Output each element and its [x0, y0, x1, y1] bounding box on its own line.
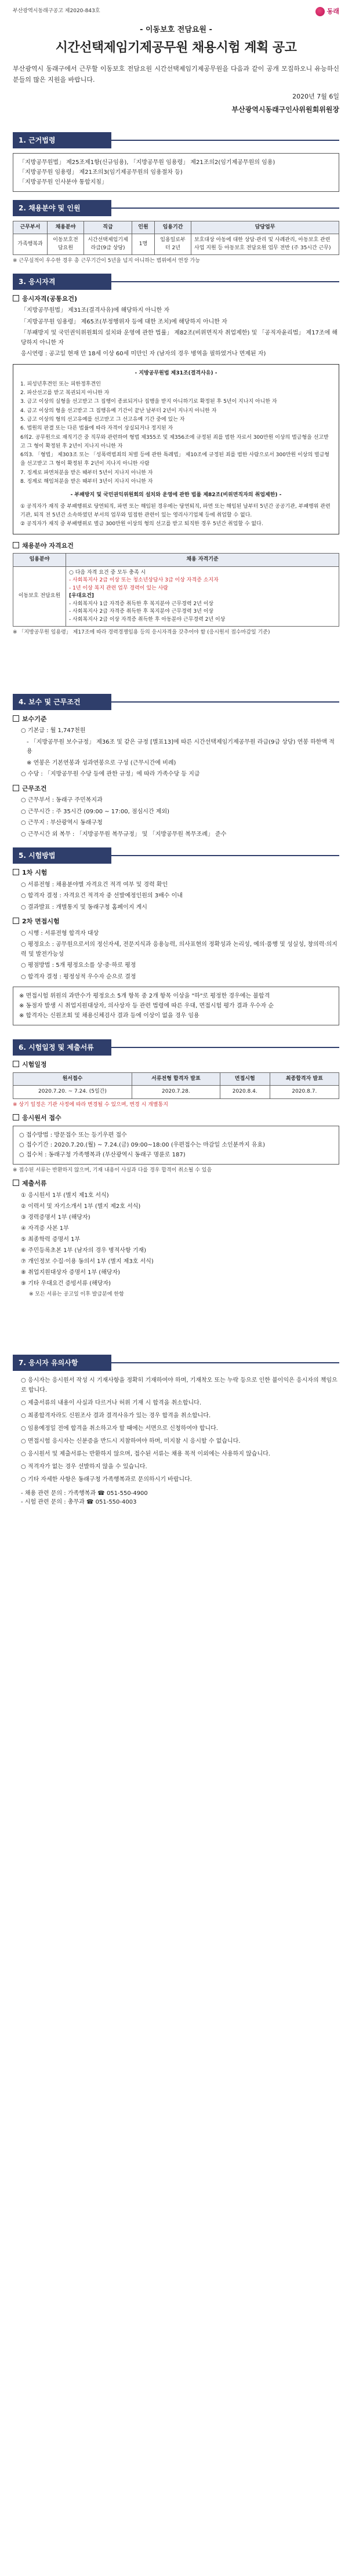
page-title: 시간선택제임기제공무원 채용시험 계획 공고: [55, 40, 297, 55]
exam-line: ○ 평점방법 : 5개 평정요소를 상·중·하로 평정: [21, 962, 136, 969]
subsection-heading: 근무조건: [13, 784, 339, 794]
list-item: ○ 적격자가 없는 경우 선발하지 않을 수 있습니다.: [21, 1463, 147, 1470]
requirement-line: - 사회복지사 2급 이상 자격증 취득한 후 아동분야 근무경력 2년 이상: [69, 616, 226, 623]
square-bullet-icon: [13, 869, 19, 875]
announcement-date: 2020년 7월 6일: [292, 93, 339, 100]
table-header: 원서접수: [13, 1072, 132, 1086]
list-item: ○ 응시원서 및 제출서류는 반환하지 않으며, 접수된 서류는 채용 목적 이외에는 사용하지 않습니다.: [21, 1450, 270, 1457]
exam-note-box: [13, 987, 339, 1025]
table-header: 채용 자격기준: [66, 554, 339, 567]
section-rule: [111, 1362, 339, 1363]
condition-line: ○ 근무부서 : 동래구 주민복지과: [21, 797, 103, 804]
announcement-number: 부산광역시동래구공고 제2020-843호: [13, 8, 100, 14]
table-cell: 가족행복과: [13, 234, 48, 255]
exam-line: ○ 결과발표 : 개별통지 및 동래구청 홈페이지 게시: [21, 904, 147, 911]
table-cell: 보호대상 아동에 대한 상담·관리 및 사례관리, 아동보호 관련 사업 지원 등 아동보호 전담요원 업무 전반 (주 35시간 근무): [191, 234, 339, 255]
notice-line: 6의2. 공무원으로 재직기간 중 직무와 관련하여 형법 제355조 및 제356조에 규정된 죄를 범한 자로서 300만원 이상의 벌금형을 선고받고 그 형이 확정된 후 2년이 지나지 아니한 자: [20, 434, 329, 449]
notice-title: - 지방공무원법 제31조(결격사유) -: [135, 370, 217, 376]
subsection-heading: 보수기준: [13, 715, 339, 725]
exam-note: ※ 합격자는 신원조회 및 채용신체검사 결과 등에 이상이 없을 경우 임용: [19, 1013, 199, 1020]
requirement-note: ※ 「지방공무원 임용령」 제17조에 따라 경력경쟁임용 등의 응시자격을 갖추어야 함 (응시원서 접수마감일 기준): [13, 630, 270, 636]
notice-line: 6. 법원의 판결 또는 다른 법률에 따라 자격이 상실되거나 정지된 자: [20, 425, 173, 432]
table-header: 최종합격자 발표: [270, 1072, 339, 1086]
table-cell: 1명: [132, 234, 155, 255]
notice-line: ② 공직자가 재직 중 부패행위로 벌금 300만원 이상의 형의 선고를 받고 퇴직한 경우 5년간 취업할 수 없다.: [20, 521, 263, 527]
table-header: 인원: [132, 221, 155, 234]
district-logo: [315, 7, 339, 17]
square-bullet-icon: [13, 542, 19, 548]
list-item: ⑤ 최종학력 증명서 1부: [21, 1236, 81, 1243]
notice-title: - 부패방지 및 국민권익위원회의 설치와 운영에 관한 법률 제82조(비위면직자의 취업제한) -: [70, 492, 282, 499]
table-header: 서류전형 합격자 발표: [132, 1072, 220, 1086]
schedule-table: [13, 1072, 339, 1099]
list-item: ⑥ 주민등록초본 1부 (남자의 경우 병적사항 기재): [21, 1247, 147, 1254]
contact-line: - 채용 관련 문의 : 가족행복과 ☎ 051-550-4900: [21, 1490, 148, 1497]
pay-line: ※ 연봉은 기본연봉과 성과연봉으로 구성 (근무시간에 비례): [27, 759, 176, 766]
list-item: ② 이력서 및 자기소개서 1부 (별지 제2호 서식): [21, 1203, 141, 1210]
table-header: 근무부서: [13, 221, 48, 234]
notice-line: 6의3. 「형법」 제303조 또는 「성폭력범죄의 처벌 등에 관한 특례법」 제10조에 규정된 죄를 범한 사람으로서 300만원 이상의 벌금형을 선고받고 그 형이 확정된 후 2년이 지나지 아니한 사람: [20, 452, 330, 467]
disqualification-notice: [13, 364, 339, 534]
requirement-line: ○ 다음 자격 요건 중 모두 충족 시: [69, 569, 146, 576]
pay-line: ○ 수당 : 「지방공무원 수당 등에 관한 규정」에 따라 가족수당 등 지급: [21, 771, 200, 778]
section-title: 7. 응시자 유의사항: [13, 1355, 111, 1371]
list-item: ○ 면접시험 응시자는 신분증을 반드시 지참하여야 하며, 미지참 시 응시할 수 없습니다.: [21, 1438, 241, 1445]
requirement-line: - 사회복지사 1급 자격증 취득한 후 복지분야 근무경력 2년 이상: [69, 601, 214, 607]
list-item: ○ 응시자는 응시원서 작성 시 기재사항을 정확히 기재하여야 하며, 기재착오 또는 누락 등으로 인한 불이익은 응시자의 책임으로 합니다.: [21, 1377, 338, 1393]
table-cell: 이동보호전담요원: [48, 234, 84, 255]
application-box: [13, 1126, 339, 1165]
section-rule: [111, 701, 339, 703]
subsection-heading: 1차 시험: [13, 868, 339, 878]
exam-line: ○ 서류전형 : 채용분야별 자격요건 적격 여부 및 경력 확인: [21, 881, 168, 888]
section-4-header: [13, 694, 339, 710]
list-item: ○ 최종합격자라도 신원조사 결과 결격사유가 있는 경우 합격을 취소합니다.: [21, 1412, 211, 1419]
contact-line: - 시험 관련 문의 : 총무과 ☎ 051-550-4003: [21, 1498, 137, 1505]
table-cell: 시간선택제임기제 라급(9급 상당): [84, 234, 132, 255]
exam-line: ○ 합격자 결정 : 자격요건 적격자 중 선발예정인원의 3배수 이내: [21, 893, 183, 900]
spacer: [13, 1300, 339, 1347]
section-title: 2. 채용분야 및 인원: [13, 200, 111, 216]
requirement-line: - 1년 이상 복지 관련 업무 경력이 있는 사람: [69, 585, 168, 591]
subsection-heading: 제출서류: [13, 1179, 339, 1189]
intro-text: 부산광역시 동래구에서 근무할 이동보호 전담요원 시간선택제임기제공무원을 다음과 같이 공개 모집하오니 유능하신 분들의 많은 지원을 바랍니다.: [13, 64, 339, 83]
table-header: 면접시험: [220, 1072, 270, 1086]
application-line: ○ 접수처 : 동래구청 가족행복과 (부산광역시 동래구 명륜로 187): [19, 1151, 186, 1158]
table-cell: [66, 566, 339, 627]
logo-text: 동래: [326, 7, 339, 15]
table-cell: 이동보호 전담요원: [13, 566, 66, 627]
condition-line: ○ 근무시간 : 주 35시간 (09:00 ~ 17:00, 점심시간 제외): [21, 808, 170, 815]
subsection-heading: 채용분야 자격요건: [13, 541, 339, 551]
section-rule: [111, 1047, 339, 1048]
square-bullet-icon: [13, 918, 19, 924]
notice-line: 7. 징계로 파면처분을 받은 때부터 5년이 지나지 아니한 자: [20, 470, 153, 476]
table-row: [13, 234, 339, 255]
qualification-item: 응시연령 : 공고일 현재 만 18세 이상 60세 미만인 자 (남자의 경우 병역을 필하였거나 면제된 자): [21, 351, 266, 357]
legal-basis-item: 「지방공무원 인사분야 통합지침」: [19, 179, 107, 185]
table-cell: 임용일로부터 2년: [155, 234, 191, 255]
table-cell: 2020.8.4.: [220, 1086, 270, 1099]
application-line: ○ 접수방법 : 방문접수 또는 등기우편 접수: [19, 1131, 127, 1138]
section-3-header: [13, 274, 339, 290]
notice-line: 5. 금고 이상의 형의 선고유예를 선고받고 그 선고유예 기간 중에 있는 자: [20, 416, 185, 423]
document-list: [13, 1191, 339, 1298]
logo-mark-icon: [315, 7, 325, 16]
table-cell: 2020.7.20. ~ 7.24. (5일간): [13, 1086, 132, 1099]
notice-line: 2. 파산선고를 받고 복권되지 아니한 자: [20, 390, 110, 396]
caution-list: [13, 1376, 339, 1485]
legal-basis-box: [13, 153, 339, 192]
table-header: 직급: [84, 221, 132, 234]
table-cell: 2020.7.28.: [132, 1086, 220, 1099]
section-2-header: [13, 200, 339, 216]
legal-basis-item: 「지방공무원 임용령」 제21조의3(임기제공무원의 임용절차 등): [19, 169, 183, 176]
requirement-line: [우대요건]: [69, 593, 95, 599]
page-subtitle: - 이동보호 전담요원 -: [140, 26, 212, 34]
section-5-header: [13, 847, 339, 864]
square-bullet-icon: [13, 1061, 19, 1067]
contact-info: [21, 1489, 339, 1507]
exam-line: ○ 합격자 결정 : 평정성적 우수자 순으로 결정: [21, 973, 136, 980]
requirement-line: - 사회복지사 2급 자격증 취득한 후 복지분야 근무경력 3년 이상: [69, 609, 214, 615]
table-header: 채용분야: [48, 221, 84, 234]
condition-line: ○ 근무지 : 부산광역시 동래구청: [21, 820, 103, 827]
table-header: 임용기간: [155, 221, 191, 234]
square-bullet-icon: [13, 715, 19, 722]
exam-line: ○ 평정요소 : 공무원으로서의 정신자세, 전문지식과 응용능력, 의사표현의 정확성과 논리성, 예의·품행 및 성실성, 창의력·의지력 및 발전가능성: [21, 941, 338, 958]
table-header-row: [13, 221, 339, 234]
section-rule: [111, 281, 339, 282]
section-rule: [111, 855, 339, 856]
section-rule: [111, 140, 339, 141]
table-row: [13, 566, 339, 627]
table-header-row: [13, 1072, 339, 1086]
subsection-heading: 응시원서 접수: [13, 1114, 339, 1123]
square-bullet-icon: [13, 295, 19, 301]
exam-line: ○ 시행 : 서류전형 합격자 대상: [21, 930, 99, 937]
section-1-header: [13, 132, 339, 148]
requirement-line: - 사회복지사 2급 이상 또는 청소년상담사 3급 이상 자격증 소지자: [69, 577, 219, 584]
notice-line: 8. 징계로 해임처분을 받은 때부터 3년이 지나지 아니한 자: [20, 479, 153, 485]
qualification-item: 「부패방지 및 국민권익위원회의 설치와 운영에 관한 법률」 제82조(비위면직자 취업제한) 및 「공직자윤리법」 제17조에 해당하지 아니한 자: [21, 330, 338, 346]
section-title: 1. 근거법령: [13, 132, 111, 148]
exam-note: ※ 동점자 발생 시 취업지원대상자, 의사상자 등 관련 법령에 따른 우대, 면접시험 평가 결과 우수자 순: [19, 1003, 274, 1010]
square-bullet-icon: [13, 785, 19, 791]
subsection-heading: 응시자격(공통요건): [13, 294, 339, 304]
table-header: 담당업무: [191, 221, 339, 234]
pay-line: ○ 기본급 : 월 1,747천원: [21, 727, 86, 734]
qualification-item: 「지방공무원법」 제31조(결격사유)에 해당하지 아니한 자: [21, 307, 170, 314]
table-header: 임용분야: [13, 554, 66, 567]
schedule-note: ※ 상기 일정은 기관 사정에 따라 변경될 수 있으며, 변경 시 개별통지: [13, 1101, 168, 1108]
subsection-heading: 시험일정: [13, 1060, 339, 1070]
section-title: 6. 시험일정 및 제출서류: [13, 1039, 111, 1056]
section-title: 5. 시험방법: [13, 847, 111, 864]
notice-line: ① 공직자가 재직 중 부패행위로 당연퇴직, 파면 또는 해임된 경우에는 당연퇴직, 파면 또는 해임된 날부터 5년간 공공기관, 부패행위 관련 기관, 퇴직 전 5년간 소속하였던 부서의 업무와 밀접한 관련이 있는 영리사기업체 등에 취업할 수 없다.: [20, 503, 331, 518]
recruitment-table: [13, 221, 339, 256]
list-item: ③ 경력증명서 1부 (해당자): [21, 1214, 90, 1221]
subsection-heading: 2차 면접시험: [13, 917, 339, 927]
table-cell: 2020.8.7.: [270, 1086, 339, 1099]
notice-line: 1. 피성년후견인 또는 피한정후견인: [20, 381, 101, 387]
requirement-table: [13, 553, 339, 627]
list-item: ○ 제출서류의 내용이 사실과 다르거나 허위 기재 시 합격을 취소합니다.: [21, 1399, 201, 1406]
list-item: ① 응시원서 1부 (별지 제1호 서식): [21, 1192, 109, 1199]
application-warning: ※ 접수된 서류는 반환하지 않으며, 기재 내용이 사실과 다를 경우 합격이 취소될 수 있음: [13, 1167, 212, 1173]
table-row: [13, 1086, 339, 1099]
list-item: ④ 자격증 사본 1부: [21, 1225, 69, 1232]
qualification-item: 「지방공무원 임용령」 제65조(부정행위자 등에 대한 조치)에 해당하지 아니한 자: [21, 318, 227, 325]
condition-line: ○ 근무시간 외 복무 : 「지방공무원 복무규정」 및 「지방공무원 복무조례」 준수: [21, 831, 227, 838]
square-bullet-icon: [13, 1114, 19, 1120]
application-line: ○ 접수기간 : 2020.7.20.(월) ~ 7.24.(금) 09:00~18:00 (우편접수는 마감일 소인분까지 유효): [19, 1141, 266, 1148]
notice-line: 3. 금고 이상의 실형을 선고받고 그 집행이 종료되거나 집행을 받지 아니하기로 확정된 후 5년이 지나지 아니한 자: [20, 399, 277, 405]
table-header-row: [13, 554, 339, 567]
list-item: ⑨ 기타 우대요건 증빙서류 (해당자): [21, 1280, 111, 1287]
notice-line: 4. 금고 이상의 형을 선고받고 그 집행유예 기간이 끝난 날부터 2년이 지나지 아니한 자: [20, 407, 217, 414]
list-item: ○ 기타 자세한 사항은 동래구청 가족행복과로 문의하시기 바랍니다.: [21, 1476, 192, 1483]
issuer: 부산광역시동래구인사위원회위원장: [231, 105, 339, 114]
legal-basis-item: 「지방공무원법」 제25조제1항(신규임용), 「지방공무원 임용령」 제21조의2(임기제공무원의 임용): [19, 159, 275, 166]
section-7-header: [13, 1355, 339, 1371]
section-title: 4. 보수 및 근무조건: [13, 694, 111, 710]
spacer: [13, 639, 339, 686]
exam-note: ※ 면접시험 위원의 과반수가 평정요소 5개 항목 중 2개 항목 이상을 "하"로 평정한 경우에는 불합격: [19, 993, 270, 1000]
top-bar: [13, 0, 339, 20]
section-6-header: [13, 1039, 339, 1056]
square-bullet-icon: [13, 1180, 19, 1186]
section-title: 3. 응시자격: [13, 274, 111, 290]
section-rule: [111, 208, 339, 209]
list-item: ⑦ 개인정보 수집·이용 동의서 1부 (별지 제3호 서식): [21, 1258, 154, 1265]
list-item: ⑧ 취업지원대상자 증명서 1부 (해당자): [21, 1269, 121, 1276]
list-item: ○ 임용예정일 전에 합격을 취소하고자 할 때에는 서면으로 신청하여야 합니다.: [21, 1425, 218, 1432]
document-note: ※ 모든 서류는 공고일 이후 발급분에 한함: [29, 1291, 124, 1297]
recruitment-note: ※ 근무실적이 우수한 경우 총 근무기간이 5년을 넘지 아니하는 범위에서 연장 가능: [13, 258, 200, 264]
pay-line: - 「지방공무원 보수규정」 제36조 및 같은 규정 [별표13]에 따른 시간선택제임기제공무원 라급(9급 상당) 연봉 하한액 적용: [27, 738, 335, 755]
